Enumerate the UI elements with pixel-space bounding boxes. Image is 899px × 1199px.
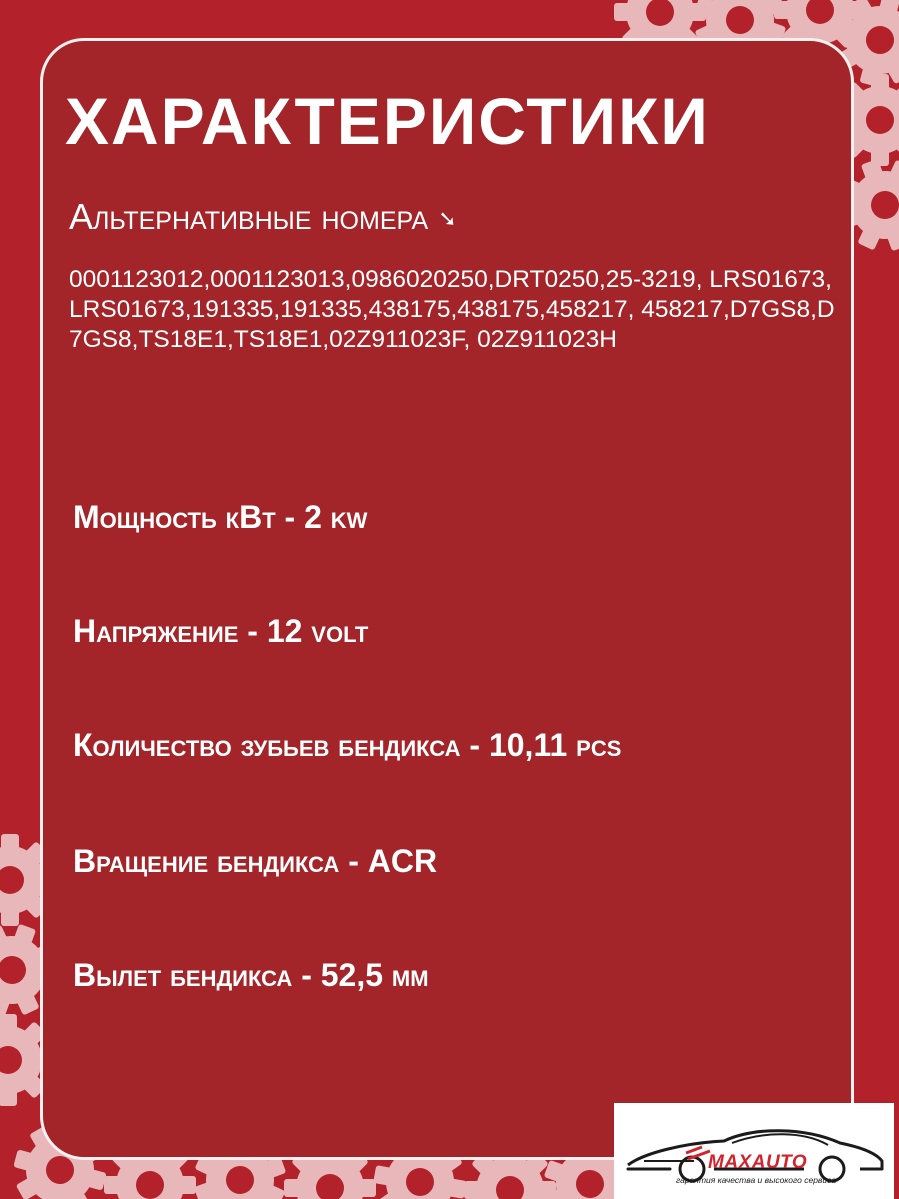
spec-teeth-count: Количество зубьев бендикса - 10,11 pcs	[73, 727, 622, 763]
brand-tagline: гарантия качества и высокого сервиса	[676, 1175, 837, 1185]
brand-name: MAXAUTO	[708, 1152, 808, 1173]
characteristics-card	[40, 38, 854, 1160]
maxauto-logo	[614, 1103, 894, 1199]
spec-overhang: Вылет бендикса - 52,5 мм	[73, 957, 429, 993]
spec-power: Мощность кВт - 2 kw	[73, 499, 368, 535]
page-title: ХАРАКТЕРИСТИКИ	[65, 84, 710, 158]
alternative-numbers-list: 0001123012,0001123013,0986020250,DRT0250,25-3219, LRS01673,LRS01673,191335,191335,438175,438175,458217, 458217,D7GS8,D7GS8,TS18E1,TS18E1,02Z911023F, 02Z911023H	[69, 266, 835, 353]
spec-rotation: Вращение бендикса - ACR	[73, 843, 438, 879]
arrow-down-right-icon: ➘	[438, 206, 457, 232]
alternative-numbers-label: Альтернативные номера	[69, 196, 429, 237]
spec-voltage: Напряжение - 12 volt	[73, 613, 369, 649]
alternative-numbers-heading	[69, 195, 457, 241]
